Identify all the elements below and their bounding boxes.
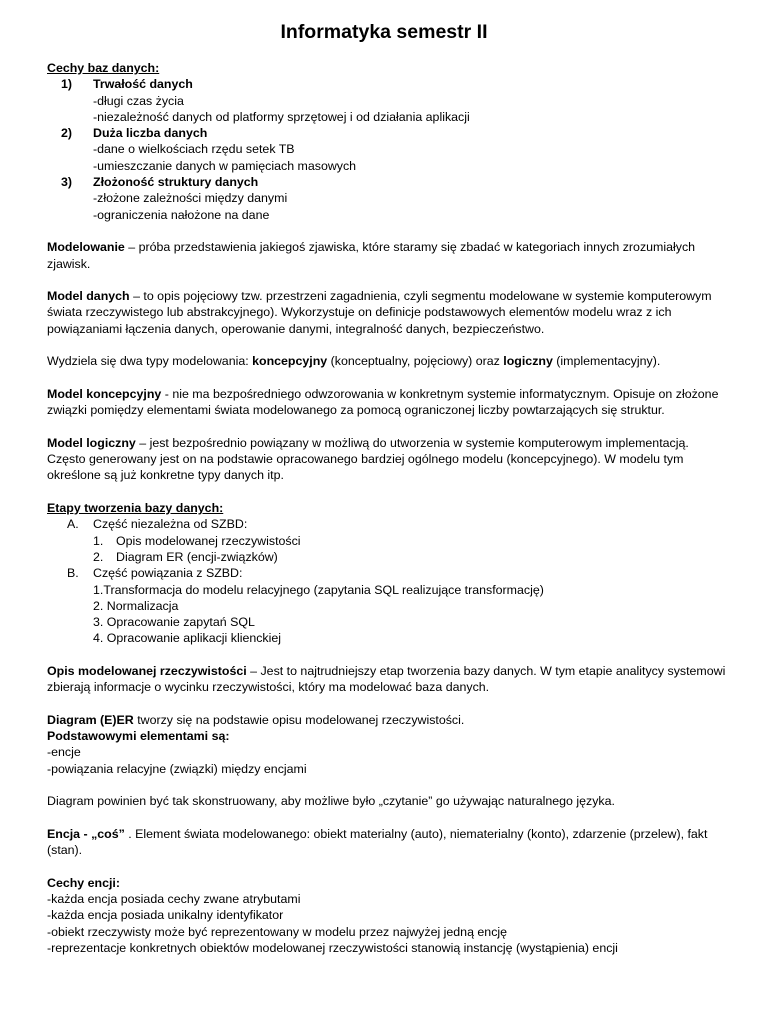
typy-text: (konceptualny, pojęciowy) oraz	[327, 354, 504, 369]
diagram-elements-heading-text: Podstawowymi elementami są:	[47, 729, 230, 744]
diagram-element: -powiązania relacyjne (związki) między encjami	[47, 761, 307, 776]
etapy-part-label: Część niezależna od SZBD:	[93, 517, 248, 532]
model-koncepcyjny-text: - nie ma bezpośredniego odwzorowania w konkretnym systemie informatycznym. Opisuje on złożone związki pomiędzy elementami świata modelowanego za pomocą ograniczonej liczby powtarzających się struktur.	[47, 386, 719, 418]
cechy-encji-item: -reprezentacje konkretnych obiektów modelowanej rzeczywistości stanowią instancję (wystąpienia) encji	[47, 941, 618, 956]
etapy-part-letter: A.	[67, 517, 79, 532]
cechy-item-detail: -dane o wielkościach rzędu setek TB	[93, 142, 295, 157]
model-danych-text: – to opis pojęciowy tzw. przestrzeni zagadnienia, czyli segmentu modelowane w systemie komputerowym świata rzeczywistego lub abstrakcyjnego). Wykorzystuje on definicje podstawowych elementów modelu wraz z ich powiązaniami łączenia danych, operowanie danymi, integralność danych, bezpieczeństwo.	[47, 289, 712, 336]
opis-text: – Jest to najtrudniejszy etap tworzenia bazy danych. W tym etapie analitycy systemowi zbierają informacje o wycinku rzeczywistości, który ma modelować baza danych.	[47, 663, 726, 695]
diagram-element: -encje	[47, 745, 81, 760]
modelowanie-text: – próba przedstawienia jakiegoś zjawiska, które staramy się zbadać w kategoriach innych zrozumiałych zjawisk.	[47, 240, 696, 271]
model-logiczny-text: – jest bezpośrednio powiązany w możliwą do utworzenia w systemie komputerowym implementacją. Często generowany jest on na podstawie opracowanego bardziej ogólnego modelu (koncepcyjnego). W modelu tym określone są już konkretne typy danych itp.	[47, 435, 689, 483]
encja-term: Encja - „coś”	[47, 826, 125, 841]
cechy-encji-item: -obiekt rzeczywisty może być reprezentowany w modelu przez najwyżej jedną encję	[47, 924, 508, 939]
model-danych-paragraph	[47, 288, 727, 337]
modelowanie-term: Modelowanie	[47, 240, 125, 255]
cechy-item-2	[47, 125, 727, 174]
etapy-step-number: 1.	[93, 533, 104, 548]
typy-logiczny: logiczny	[503, 354, 553, 369]
document-title: Informatyka semestr II	[280, 21, 488, 43]
cechy-item-detail: -długi czas życia	[93, 93, 184, 108]
cechy-heading: Cechy baz danych:	[47, 61, 160, 75]
opis-term: Opis modelowanej rzeczywistości	[47, 663, 247, 678]
opis-paragraph	[47, 663, 727, 696]
cechy-encji-heading	[47, 875, 727, 891]
etapy-step: 2. Normalizacja	[93, 598, 179, 613]
diagram-term: Diagram (E)ER	[47, 712, 134, 727]
model-koncepcyjny-paragraph	[47, 386, 727, 419]
etapy-heading: Etapy tworzenia bazy danych:	[47, 501, 224, 516]
cechy-item-3	[47, 174, 727, 223]
diagram-elements-heading	[47, 728, 727, 744]
etapy-step-text: Opis modelowanej rzeczywistości	[116, 533, 301, 548]
encja-text: . Element świata modelowanego: obiekt materialny (auto), niematerialny (konto), zdarzenie (przelew), fakt (stan).	[47, 826, 708, 858]
cechy-item-number: 3)	[60, 175, 72, 190]
etapy-part-letter: B.	[67, 566, 79, 581]
typy-text: (implementacyjny).	[552, 354, 661, 369]
modelowanie-paragraph	[47, 239, 727, 272]
etapy-part-label: Część powiązania z SZBD:	[93, 566, 243, 581]
cechy-item-1	[47, 76, 727, 125]
cechy-item-number: 2)	[60, 126, 72, 141]
diagram-text: tworzy się na podstawie opisu modelowanej rzeczywistości.	[133, 712, 465, 727]
model-koncepcyjny-term: Model koncepcyjny	[47, 386, 162, 401]
document-body	[47, 60, 727, 956]
diagram-note: Diagram powinien być tak skonstruowany, aby możliwe było „czytanie” go używając naturalnego języka.	[47, 794, 615, 809]
cechy-item-label: Złożoność struktury danych	[93, 175, 259, 190]
etapy-part-b	[47, 565, 727, 581]
model-logiczny-paragraph	[47, 435, 727, 484]
cechy-encji-item: -każda encja posiada unikalny identyfikator	[47, 908, 284, 923]
cechy-item-label: Duża liczba danych	[93, 126, 208, 141]
etapy-step	[47, 549, 727, 565]
model-danych-term: Model danych	[47, 289, 130, 304]
etapy-step: 1.Transformacja do modelu relacyjnego (zapytania SQL realizujące transformację)	[93, 582, 544, 597]
typy-koncepcyjny: koncepcyjny	[252, 354, 328, 369]
typy-modelowania-paragraph	[47, 353, 727, 369]
cechy-item-detail: -złożone zależności między danymi	[93, 191, 288, 206]
cechy-item-detail: -umieszczanie danych w pamięciach masowych	[93, 158, 357, 173]
etapy-step-text: Diagram ER (encji-związków)	[116, 549, 278, 564]
cechy-encji-heading-text: Cechy encji:	[47, 875, 120, 890]
cechy-encji-item: -każda encja posiada cechy zwane atrybutami	[47, 892, 301, 907]
typy-text: Wydziela się dwa typy modelowania:	[47, 354, 253, 369]
etapy-step: 4. Opracowanie aplikacji klienckiej	[93, 631, 282, 646]
model-logiczny-term: Model logiczny	[47, 435, 136, 450]
etapy-step	[47, 533, 727, 549]
encja-paragraph	[47, 826, 727, 859]
cechy-item-detail: -niezależność danych od platformy sprzętowej i od działania aplikacji	[93, 109, 470, 124]
etapy-part-a	[47, 516, 727, 532]
cechy-item-detail: -ograniczenia nałożone na dane	[93, 207, 270, 222]
etapy-step: 3. Opracowanie zapytań SQL	[93, 615, 255, 630]
cechy-item-number: 1)	[60, 77, 72, 92]
diagram-paragraph	[47, 712, 727, 728]
etapy-step-number: 2.	[93, 549, 104, 564]
cechy-item-label: Trwałość danych	[93, 77, 193, 92]
